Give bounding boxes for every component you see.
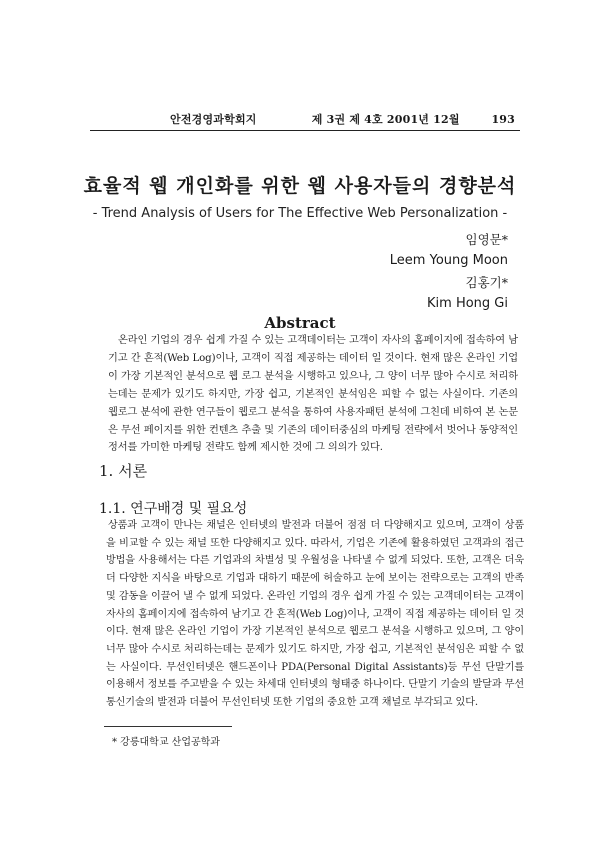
abstract-text: 온라인 기업의 경우 쉽게 가질 수 있는 고객데이터는 고객이 자사의 홈페이지에 접속하여 남기고 간 흔적(Web Log)이나, 고객이 직접 제공하는 데이터 일 것이다. 현재 많은 온라인 기업이 가장 기본적인 분석으로 웹 로그 분석을 시행하고 있으나, 그 양이 너무 많아 수시로 처리하는데는 문제가 있기도 하지만, 가장 쉽고, 기본적인 분석임은 피할 수 없는 사실이다. 기존의 웹로그 분석에 관한 연구들이 웹로그 분석을 통하여 사용자패턴 분석에 그친데 비하여 본 논문은 무선 페이지를 위한 컨텐츠 추출 및 기존의 데이터중심의 마케팅 전략에서 벗어나 동양적인 정서를 가미한 마케팅 전략도 함께 제시한 것에 그 의의가 있다. — [108, 335, 518, 454]
body-paragraph: 상품과 고객이 만나는 채널은 인터넷의 발전과 더불어 점점 더 다양해지고 있으며, 고객이 상품을 비교할 수 있는 채널 또한 다양해지고 있다. 따라서, 기업은 기존에 활용하였던 고객과의 접근 방법을 사용해서는 다른 기업과의 차별성 및 우월성을 나타낼 수 없게 되었다. 또한, 고객은 더욱더 다양한 지식을 바탕으로 기업과 대하기 때문에 허술하고 눈에 보이는 전략으로는 고객의 반족 및 감동을 이끌어 낼 수 없게 되었다. 온라인 기업의 경우 쉽게 가질 수 있는 고객데이터는 고객이 자사의 홈페이지에 접속하여 남기고 간 흔적(Web Log)이나, 고객이 직접 제공하는 데이터 일 것이다. 현재 많은 온라인 기업이 가장 기본적인 분석으로 웹로그 분석을 시행하고 있으며, 그 양이 너무 많아 수시로 처리하는데는 문제가 있기도 하지만, 가장 쉽고, 기본적인 분석임은 피할 수 없는 사실이다. 무선인터넷은 핸드폰이나 PDA(Personal Digital Assistants)등 무선 단말기를 이용해서 정보를 주고받을 수 있는 차세대 인터넷의 형태중 하나이다. 단말기 기술의 발달과 무선통신기술의 발전과 더불어 무선인터넷 또한 기업의 중요한 고객 채널로 부각되고 있다. — [106, 520, 524, 709]
author-name-en: Kim Hong Gi — [427, 295, 508, 311]
author-name-ko: 김홍기* — [465, 274, 508, 290]
subsection-heading: 1.1. 연구배경 및 필요성 — [99, 501, 248, 517]
journal-name: 안전경영과학회지 — [170, 113, 257, 126]
author-block — [390, 229, 508, 314]
author-name-ko: 임영문* — [465, 232, 508, 247]
header-rule — [90, 130, 520, 131]
footnote-rule — [104, 726, 232, 727]
footnote: * 강릉대학교 산업공학과 — [112, 737, 220, 748]
running-header — [170, 111, 515, 127]
section-heading: 1. 서론 — [99, 462, 148, 480]
paper-subtitle: - Trend Analysis of Users for The Effective Web Personalization - — [92, 206, 508, 221]
abstract-heading: Abstract — [264, 314, 336, 332]
page-number: 193 — [491, 113, 515, 126]
paper-title: 효율적 웹 개인화를 위한 웹 사용자들의 경향분석 — [83, 175, 517, 197]
author-name-en: Leem Young Moon — [389, 253, 508, 269]
issue-info: 제 3권 제 4호 2001년 12월 — [311, 113, 460, 126]
